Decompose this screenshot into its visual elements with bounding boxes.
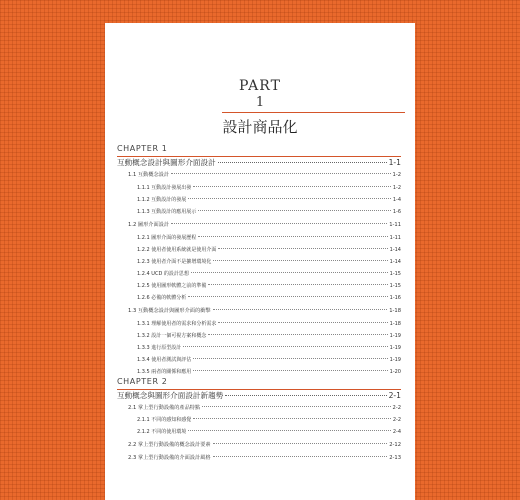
toc-entry-title: 1.2.3 使用者介面不是擴增環境化 xyxy=(137,259,212,265)
toc-dot-leader xyxy=(213,456,388,457)
toc-section xyxy=(128,404,401,411)
toc-section xyxy=(128,454,401,461)
toc-dot-leader xyxy=(202,406,390,407)
toc-entry-title: 1.3.3 進行原型設計 xyxy=(137,345,182,351)
toc-entry-title: 1.3 互動概念設計與圖形介面的衝擊 xyxy=(128,308,211,314)
toc-subsection xyxy=(137,270,401,277)
toc-chapter-title xyxy=(117,157,401,168)
toc-entry-title: 2.1.2 不同的使用環境 xyxy=(137,429,187,435)
toc-dot-leader xyxy=(213,309,388,310)
toc-dot-leader xyxy=(208,334,387,335)
toc-section xyxy=(128,221,401,228)
toc-entry-title: 2.1.1 不同的感知和感覺 xyxy=(137,417,192,423)
toc-section xyxy=(128,307,401,314)
toc-section xyxy=(128,171,401,178)
toc-page-number: 2-2 xyxy=(392,417,401,423)
toc-chapter-title xyxy=(117,390,401,401)
toc-subsection xyxy=(137,258,401,265)
toc-dot-leader xyxy=(183,346,387,347)
part-number: 1 xyxy=(255,95,265,110)
toc-entry-title: 1.3.4 使用者測試與評估 xyxy=(137,357,192,363)
toc-dot-leader xyxy=(171,223,387,224)
toc-dot-leader xyxy=(213,260,387,261)
toc-entry-title: 2.2 掌上型行動設備的概念設計要素 xyxy=(128,442,211,448)
toc-dot-leader xyxy=(198,236,387,237)
toc-page-number: 2-4 xyxy=(392,429,401,435)
chapter-label: CHAPTER 2 xyxy=(117,377,168,386)
toc-dot-leader xyxy=(188,198,391,199)
toc-page-number: 1-4 xyxy=(392,197,401,203)
toc-page-number: 1-14 xyxy=(389,259,401,265)
toc-dot-leader xyxy=(218,248,387,249)
toc-dot-leader xyxy=(171,173,390,174)
toc-dot-leader xyxy=(218,322,387,323)
toc-subsection xyxy=(137,282,401,289)
toc-page-number: 1-15 xyxy=(389,271,401,277)
toc-dot-leader xyxy=(188,296,387,297)
toc-subsection xyxy=(137,428,401,435)
part-label: PART xyxy=(239,78,281,94)
toc-page-number: 1-2 xyxy=(392,172,401,178)
toc-page-number: 1-19 xyxy=(389,357,401,363)
part-title: 設計商品化 xyxy=(222,118,298,136)
toc-page-number: 2-2 xyxy=(392,405,401,411)
toc-dot-leader xyxy=(218,162,387,163)
toc-page-number: 2-13 xyxy=(389,455,401,461)
toc-subsection xyxy=(137,184,401,191)
book-page xyxy=(105,23,415,500)
toc-entry-title: 1.1.3 互動設計的應用展示 xyxy=(137,209,197,215)
toc-entry-title: 1.1 互動概念設計 xyxy=(128,172,170,178)
toc-page-number: 1-19 xyxy=(389,333,401,339)
toc-page-number: 1-19 xyxy=(389,345,401,351)
toc-subsection xyxy=(137,368,401,375)
toc-page-number: 2-12 xyxy=(389,442,401,448)
toc-entry-title: 2.1 掌上型行動設備的產品特點 xyxy=(128,405,201,411)
toc-entry-title: 互動概念與圖形介面設計新趨勢 xyxy=(117,391,224,400)
toc-dot-leader xyxy=(193,370,387,371)
toc-subsection xyxy=(137,320,401,327)
toc-dot-leader xyxy=(208,284,387,285)
toc-entry-title: 1.1.1 互動設計發展出發 xyxy=(137,185,192,191)
toc-page-number: 1-20 xyxy=(389,369,401,375)
toc-page-number: 1-11 xyxy=(389,235,401,241)
toc-entry-title: 1.3.2 設計一個可視方案和概念 xyxy=(137,333,207,339)
toc-entry-title: 1.2 圖形介面設計 xyxy=(128,222,170,228)
toc-page-number: 1-16 xyxy=(389,295,401,301)
toc-subsection xyxy=(137,356,401,363)
toc-dot-leader xyxy=(193,186,391,187)
toc-page-number: 1-15 xyxy=(389,283,401,289)
toc-entry-title: 1.2.5 使用圖形軟體之前的準備 xyxy=(137,283,207,289)
toc-subsection xyxy=(137,246,401,253)
toc-subsection xyxy=(137,344,401,351)
toc-page-number: 2-1 xyxy=(388,391,401,400)
part-divider xyxy=(222,112,405,113)
toc-section xyxy=(128,441,401,448)
toc-entry-title: 1.2.4 UCD 的設計思想 xyxy=(137,271,189,277)
toc-page-number: 1-2 xyxy=(392,185,401,191)
toc-page-number: 1-1 xyxy=(388,158,401,167)
toc-dot-leader xyxy=(188,430,391,431)
toc-subsection xyxy=(137,294,401,301)
toc-entry-title: 1.3.1 理解使用者的需求和分析需求 xyxy=(137,321,217,327)
toc-dot-leader xyxy=(193,358,387,359)
toc-entry-title: 1.2.6 必備的軟體分析 xyxy=(137,295,187,301)
toc-page-number: 1-18 xyxy=(389,308,401,314)
toc-entry-title: 2.3 掌上型行動設備的介面設計風格 xyxy=(128,455,211,461)
toc-dot-leader xyxy=(191,272,388,273)
toc-subsection xyxy=(137,208,401,215)
toc-page-number: 1-6 xyxy=(392,209,401,215)
toc-entry-title: 1.1.2 互動設計的發展 xyxy=(137,197,187,203)
toc-subsection xyxy=(137,234,401,241)
toc-entry-title: 互動概念設計與圖形介面設計 xyxy=(117,158,216,167)
chapter-label: CHAPTER 1 xyxy=(117,144,168,153)
toc-dot-leader xyxy=(225,395,386,396)
toc-subsection xyxy=(137,416,401,423)
toc-dot-leader xyxy=(213,443,388,444)
toc-dot-leader xyxy=(198,210,391,211)
toc-entry-title: 1.2.1 圖形介面的發展歷程 xyxy=(137,235,197,241)
toc-page-number: 1-14 xyxy=(389,247,401,253)
toc-page-number: 1-11 xyxy=(389,222,401,228)
toc-entry-title: 1.3.5 兩者的關係和應用 xyxy=(137,369,192,375)
toc-page-number: 1-18 xyxy=(389,321,401,327)
toc-subsection xyxy=(137,196,401,203)
toc-dot-leader xyxy=(193,418,391,419)
toc-subsection xyxy=(137,332,401,339)
toc-entry-title: 1.2.2 使用者使用系統就是使用介面 xyxy=(137,247,217,253)
